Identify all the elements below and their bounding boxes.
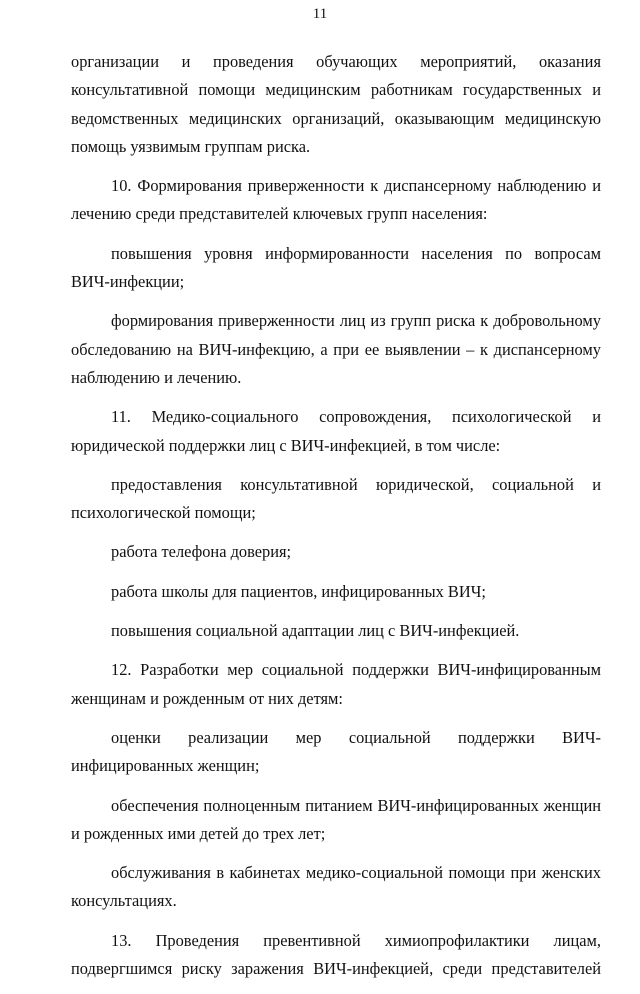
paragraph-subitem: формирования приверженности лиц из групп риска к добровольному обследованию на ВИЧ-инфекцию, а при ее выявлении – к диспансерному наблюдению и лечению. — [71, 311, 601, 387]
page-number: 11 — [312, 6, 328, 22]
paragraph-subitem: повышения социальной адаптации лиц с ВИЧ-инфекцией. — [111, 621, 520, 641]
paragraph-subitem: работа телефона доверия; — [111, 542, 292, 562]
paragraph-item-11: 11. Медико-социального сопровождения, психологической и юридической поддержки лиц с ВИЧ-инфекцией, в том числе: — [71, 407, 601, 455]
paragraph-item-13: 13. Проведения превентивной химиопрофилактики лицам, подвергшимся риску заражения ВИЧ-инфекцией, среди представителей — [71, 930, 601, 979]
paragraph-item-12: 12. Разработки мер социальной поддержки ВИЧ-инфицированным женщинам и рожденным от них детям: — [71, 660, 601, 708]
paragraph-subitem: оценки реализации мер социальной поддержки ВИЧ-инфицированных женщин; — [71, 727, 601, 776]
paragraph-item-10: 10. Формирования приверженности к диспансерному наблюдению и лечению среди представителей ключевых групп населения: — [71, 176, 601, 224]
paragraph-subitem: обеспечения полноценным питанием ВИЧ-инфицированных женщин и рожденных ими детей до трех лет; — [71, 795, 601, 843]
paragraph-subitem: предоставления консультативной юридической, социальной и психологической помощи; — [71, 474, 601, 523]
paragraph-subitem: обслуживания в кабинетах медико-социальной помощи при женских консультациях. — [71, 863, 601, 911]
document-body — [71, 48, 601, 994]
paragraph-continuation: организации и проведения обучающих мероприятий, оказания консультативной помощи медицинским работникам государственных и ведомственных медицинских организаций, оказывающим медицинскую помощь уязвимым группам риска. — [71, 52, 601, 156]
paragraph-subitem: повышения уровня информированности населения по вопросам ВИЧ-инфекции; — [71, 243, 601, 292]
paragraph-subitem: работа школы для пациентов, инфицированных ВИЧ; — [111, 581, 486, 601]
